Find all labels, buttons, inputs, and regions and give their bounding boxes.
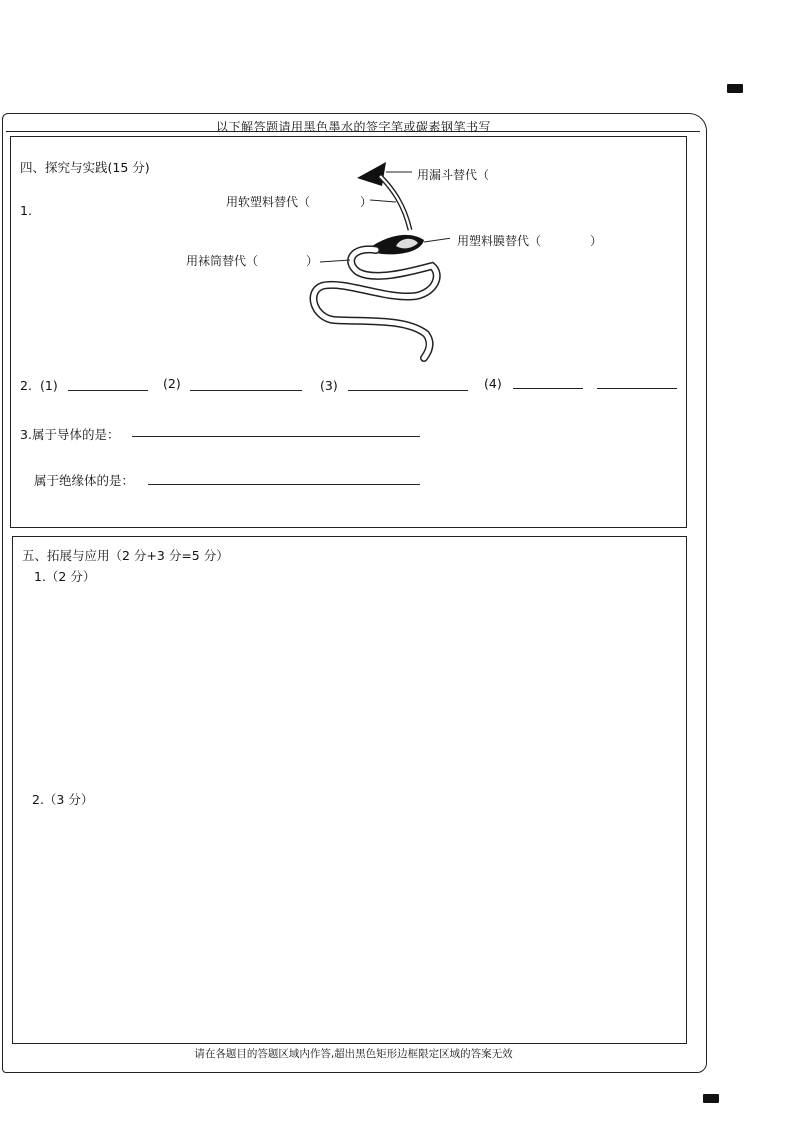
insulator-prompt: 属于绝缘体的是： bbox=[34, 473, 135, 488]
section4-q3-number: 3. bbox=[20, 427, 32, 442]
q3-conductor-label bbox=[20, 425, 119, 443]
q2-part-1-answer-line[interactable] bbox=[68, 390, 148, 391]
leader-soft-plastic bbox=[370, 200, 396, 202]
label-funnel: 用漏斗替代（ bbox=[417, 168, 490, 182]
section5-box bbox=[12, 536, 687, 1044]
q2-part-3-label: (3) bbox=[320, 378, 338, 393]
alignment-marker-bottom bbox=[703, 1094, 719, 1103]
section5-title: 五、拓展与应用（2 分+3 分=5 分） bbox=[22, 548, 229, 563]
label-soft-plastic: 用软塑料替代（ bbox=[226, 195, 311, 209]
funnel-shape bbox=[357, 162, 386, 186]
section4-q2-number: 2. bbox=[20, 378, 32, 393]
soft-plastic-tube bbox=[380, 176, 410, 230]
leader-sock bbox=[320, 260, 350, 262]
section4-q1-number: 1. bbox=[20, 203, 32, 218]
q2-part-1-label: (1) bbox=[40, 378, 58, 393]
header-divider bbox=[6, 131, 700, 132]
insulator-answer-line[interactable] bbox=[148, 484, 420, 485]
q2-part-4-answer-line-b[interactable] bbox=[597, 388, 677, 389]
alignment-marker-top bbox=[727, 84, 743, 93]
leader-plastic-film bbox=[424, 238, 450, 242]
conductor-prompt: 属于导体的是： bbox=[31, 427, 120, 442]
sock-tube bbox=[313, 249, 436, 358]
q2-part-2-label: (2) bbox=[163, 376, 181, 391]
label-sock: 用袜筒替代（ bbox=[186, 254, 259, 268]
q2-part-4-label: (4) bbox=[484, 376, 502, 391]
section5-q2: 2.（3 分） bbox=[32, 792, 94, 807]
q2-part-3-answer-line[interactable] bbox=[348, 390, 468, 391]
label-sock-close: ） bbox=[306, 254, 319, 268]
label-soft-plastic-close: ） bbox=[360, 195, 373, 209]
conductor-answer-line[interactable] bbox=[132, 436, 420, 437]
section4-title: 四、探究与实践(15 分) bbox=[20, 160, 150, 175]
label-plastic-film-close: ） bbox=[590, 234, 603, 248]
sheet-footer-notice: 请在各题目的答题区域内作答,超出黑色矩形边框限定区域的答案无效 bbox=[194, 1048, 513, 1060]
q2-part-2-answer-line[interactable] bbox=[190, 390, 302, 391]
q2-part-4-answer-line-a[interactable] bbox=[513, 388, 583, 389]
section5-q1: 1.（2 分） bbox=[34, 569, 96, 584]
label-plastic-film: 用塑料膜替代（ bbox=[457, 234, 542, 248]
sheet-header: 以下解答题请用黑色墨水的签字笔或碳素钢笔书写 bbox=[215, 120, 491, 134]
